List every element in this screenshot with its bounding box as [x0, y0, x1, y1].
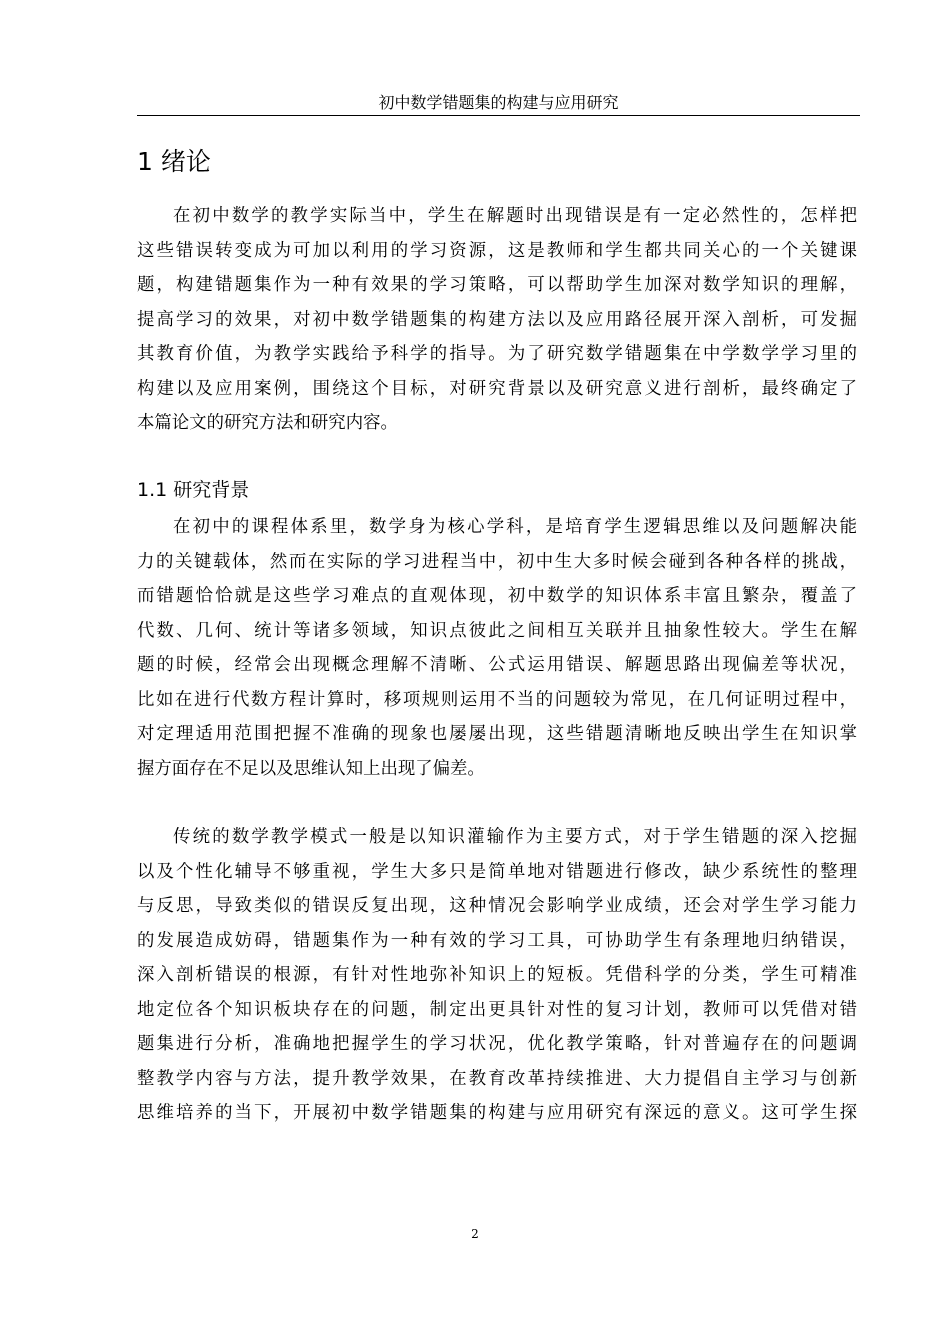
paragraph-line: 在初中的课程体系里，数学身为核心学科，是培育学生逻辑思维以及问题解决能: [173, 517, 857, 537]
paragraph-line: 地定位各个知识板块存在的问题，制定出更具针对性的复习计划，教师可以凭借对错: [137, 999, 857, 1020]
paragraph-line: 题的时候，经常会出现概念理解不清晰、公式运用错误、解题思路出现偏差等状况，: [137, 655, 857, 675]
chapter-title: 1 绪论: [137, 147, 211, 176]
paragraph-line: 而错题恰恰就是这些学习难点的直观体现，初中数学的知识体系丰富且繁杂，覆盖了: [137, 586, 857, 606]
background-paragraph-2: [137, 820, 857, 1131]
paragraph-line: 题集进行分析，准确地把握学生的学习状况，优化教学策略，针对普遍存在的问题调: [137, 1034, 857, 1054]
paragraph-line: 构建以及应用案例，围绕这个目标，对研究背景以及研究意义进行剖析，最终确定了: [137, 378, 857, 399]
paragraph-line: 其教育价值，为教学实践给予科学的指导。为了研究数学错题集在中学数学学习里的: [137, 344, 857, 364]
paragraph-line: 深入剖析错误的根源，有针对性地弥补知识上的短板。凭借科学的分类，学生可精准: [137, 965, 857, 985]
intro-paragraph: [137, 199, 857, 441]
paragraph-line: 整教学内容与方法，提升教学效果，在教育改革持续推进、大力提倡自主学习与创新: [137, 1068, 857, 1089]
section-title: 1.1 研究背景: [137, 479, 250, 501]
paragraph-line: 传统的数学教学模式一般是以知识灌输作为主要方式，对于学生错题的深入挖掘: [173, 827, 857, 847]
paragraph-line: 的发展造成妨碍，错题集作为一种有效的学习工具，可协助学生有条理地归纳错误，: [137, 930, 857, 951]
paragraph-line: 比如在进行代数方程计算时，移项规则运用不当的问题较为常见，在几何证明过程中，: [137, 689, 857, 710]
paragraph-line: 力的关键载体，然而在实际的学习进程当中，初中生大多时候会碰到各种各样的挑战，: [137, 551, 857, 572]
paragraph-line: 代数、几何、统计等诸多领域，知识点彼此之间相互关联并且抽象性较大。学生在解: [137, 620, 857, 641]
header-rule: [137, 115, 860, 116]
paragraph-line: 题，构建错题集作为一种有效果的学习策略，可以帮助学生加深对数学知识的理解，: [137, 275, 857, 295]
paragraph-line: 提高学习的效果，对初中数学错题集的构建方法以及应用路径展开深入剖析，可发掘: [137, 309, 857, 330]
paragraph-line: 与反思，导致类似的错误反复出现，这种情况会影响学业成绩，还会对学生学习能力: [137, 896, 857, 916]
paragraph-line: 以及个性化辅导不够重视，学生大多只是简单地对错题进行修改，缺少系统性的整理: [137, 861, 857, 882]
page-number: 2: [471, 1227, 479, 1241]
paragraph-line: 握方面存在不足以及思维认知上出现了偏差。: [137, 758, 485, 779]
running-header: 初中数学错题集的构建与应用研究: [378, 93, 619, 112]
paragraph-line: 本篇论文的研究方法和研究内容。: [137, 413, 398, 433]
paragraph-line: 这些错误转变成为可加以利用的学习资源，这是教师和学生都共同关心的一个关键课: [137, 240, 857, 261]
background-paragraph-1: [137, 510, 857, 786]
paragraph-line: 思维培养的当下，开展初中数学错题集的构建与应用研究有深远的意义。这可学生探: [137, 1103, 857, 1123]
paragraph-line: 在初中数学的教学实际当中，学生在解题时出现错误是有一定必然性的，怎样把: [173, 206, 857, 226]
paragraph-line: 对定理适用范围把握不准确的现象也屡屡出现，这些错题清晰地反映出学生在知识掌: [137, 724, 857, 744]
